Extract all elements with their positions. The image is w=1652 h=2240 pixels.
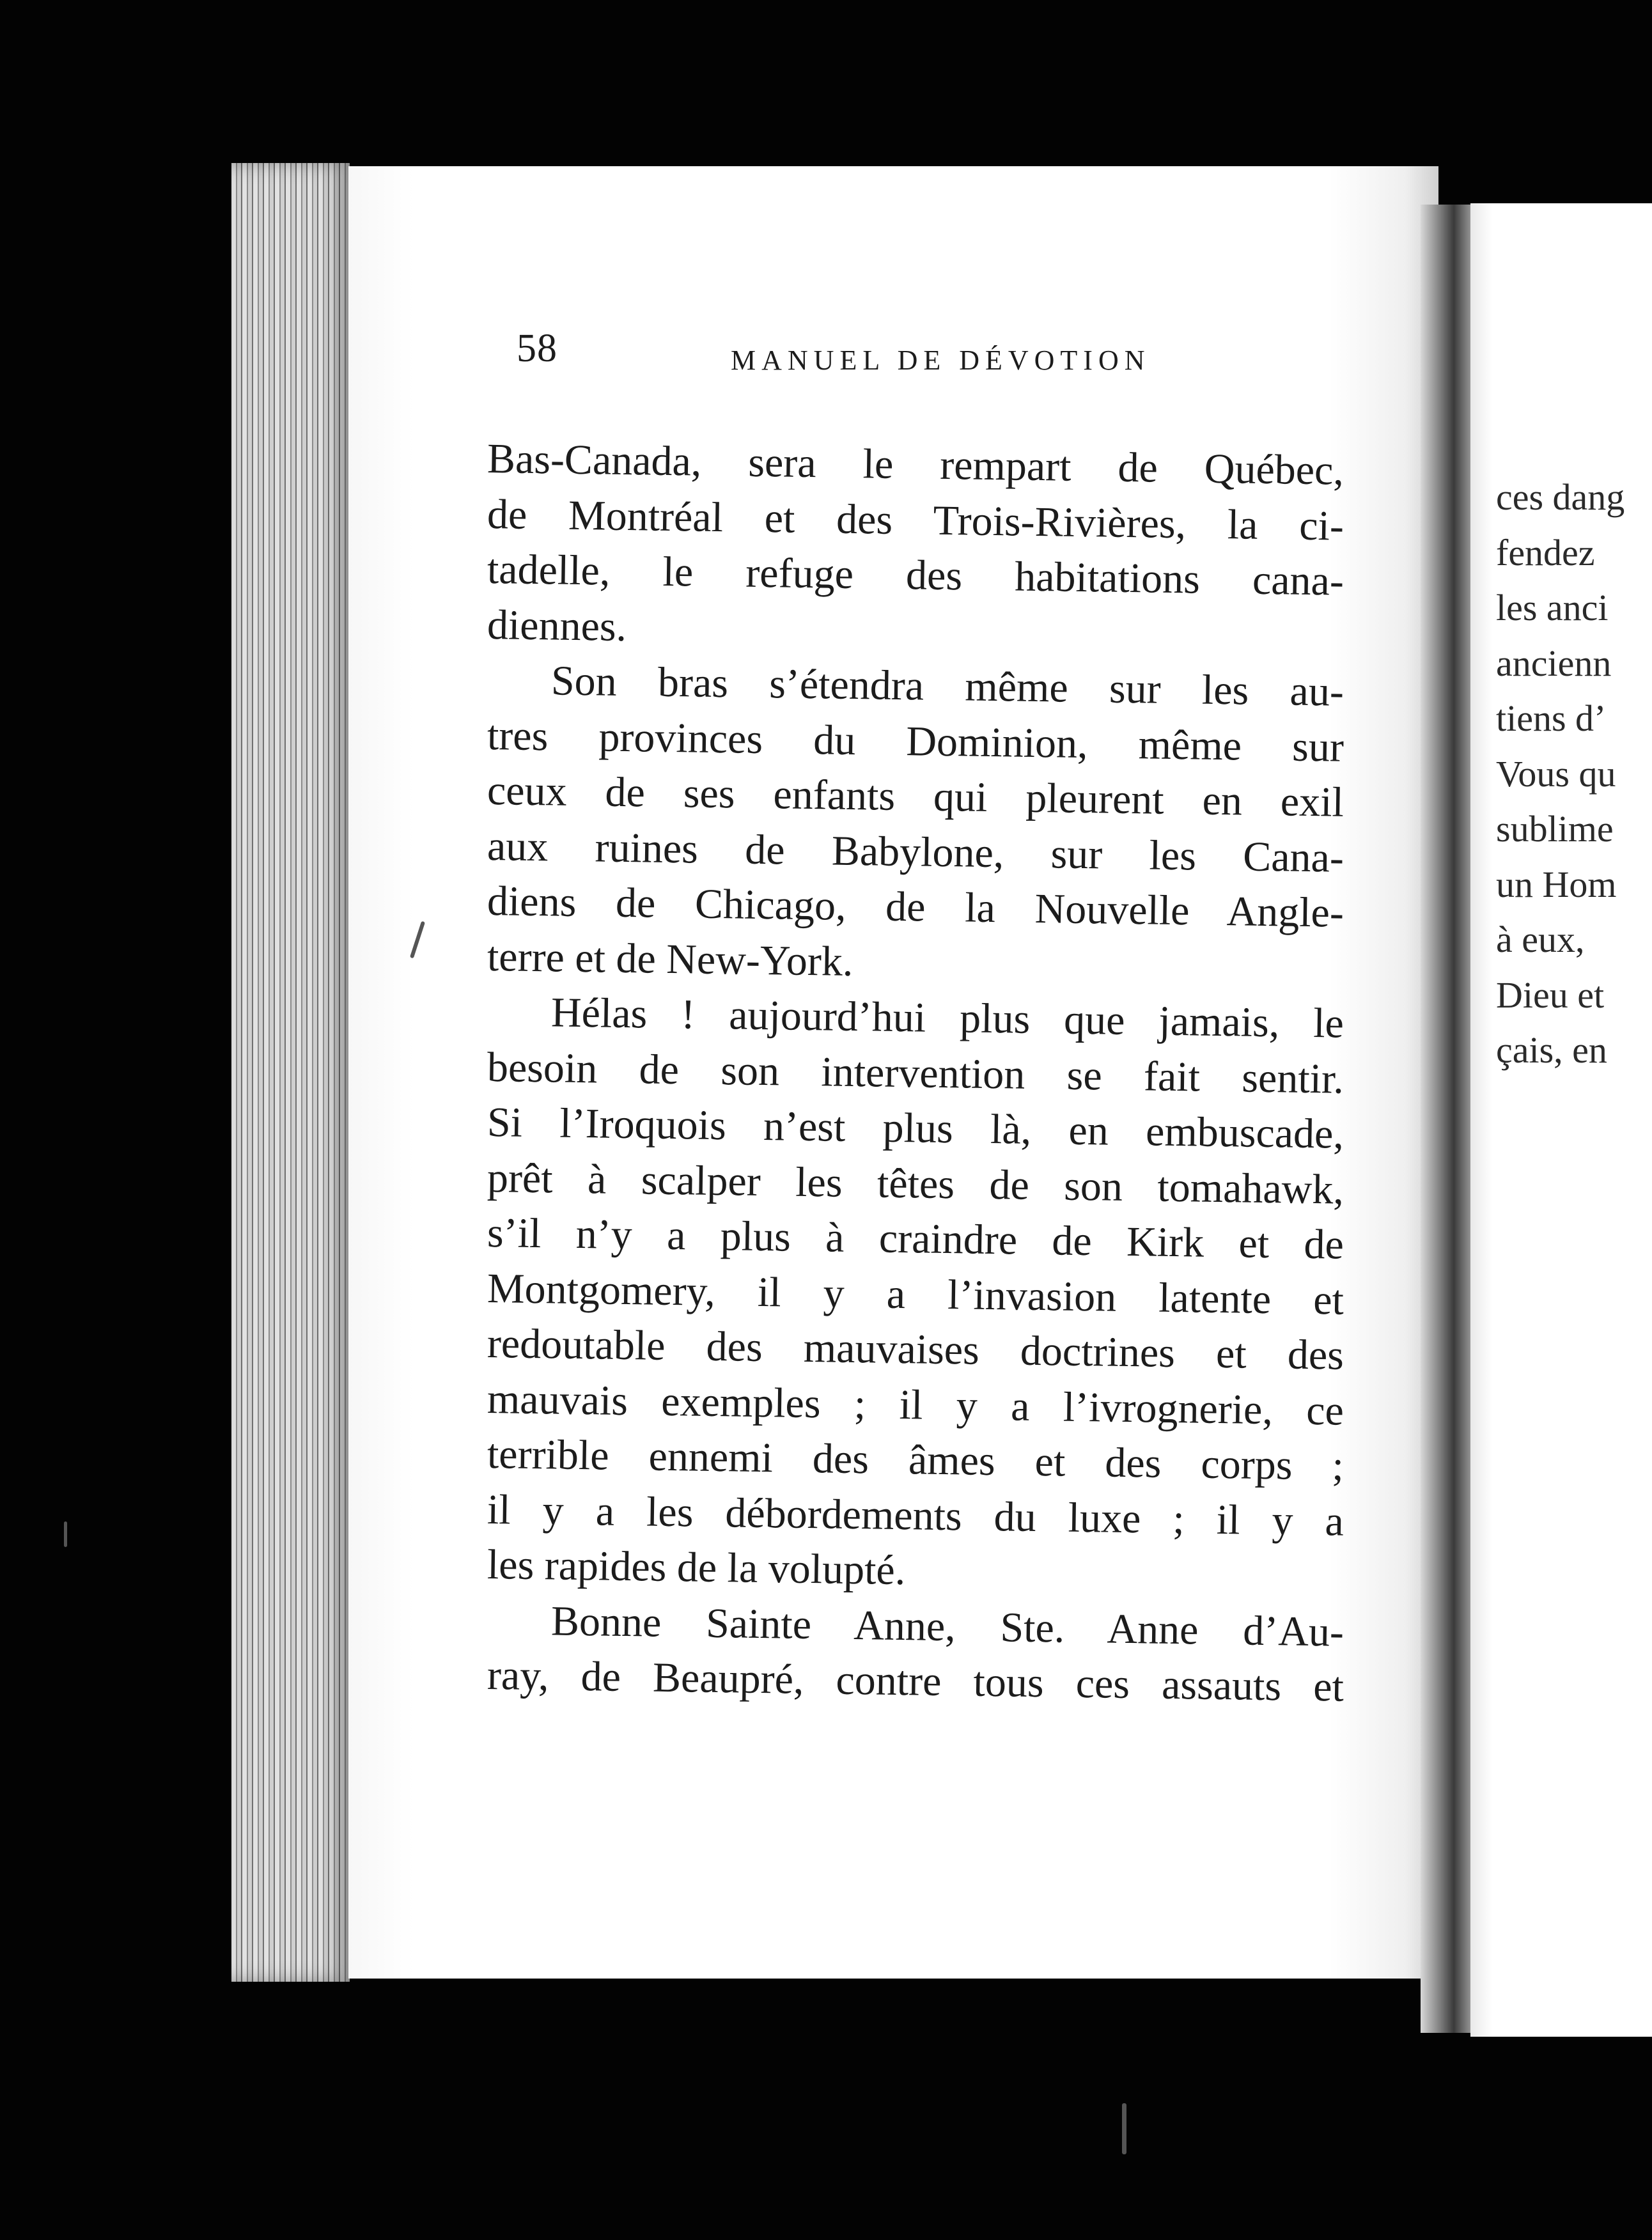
- text-line: terre et de New-York.: [487, 933, 853, 985]
- text-line: diens de Chicago, de la Nouvelle Angle-: [487, 878, 1344, 937]
- page-number: 58: [517, 327, 557, 370]
- next-page-line: fendez: [1496, 531, 1595, 573]
- text-line: s’il n’y a plus à craindre de Kirk et de: [487, 1209, 1344, 1268]
- next-page-line: sublime: [1496, 808, 1614, 850]
- text-line: besoin de son intervention se fait sentir.: [487, 1043, 1344, 1103]
- text-line: de Montréal et des Trois-Rivières, la ci-: [487, 490, 1344, 550]
- text-line: Si l’Iroquois n’est plus là, en embuscade,: [487, 1099, 1344, 1158]
- text-line: Bas-Canada, sera le rempart de Québec,: [487, 435, 1344, 494]
- next-page-line: tiens d’: [1496, 697, 1607, 739]
- dust-speck: [1122, 2103, 1126, 2154]
- text-line: terrible ennemi des âmes et des corps ;: [487, 1431, 1344, 1489]
- next-page-line: à eux,: [1496, 919, 1585, 960]
- page-header: [517, 326, 1360, 384]
- text-line: tadelle, le refuge des habitations cana-: [487, 546, 1344, 605]
- text-line: Son bras s’étendra même sur les au-: [550, 657, 1344, 715]
- next-page-line: ces dang: [1496, 476, 1625, 518]
- body-text: [487, 432, 1344, 1711]
- next-page-line: un Hom: [1496, 863, 1617, 905]
- next-page-line: Vous qu: [1496, 752, 1616, 795]
- running-title: MANUEL DE DÉVOTION: [731, 345, 1151, 376]
- text-line: ray, de Beaupré, contre tous ces assauts et: [487, 1652, 1344, 1711]
- text-line: prêt à scalper les têtes de son tomahawk,: [487, 1154, 1344, 1213]
- text-line: tres provinces du Dominion, même sur: [487, 712, 1344, 771]
- text-line: les rapides de la volupté.: [487, 1541, 906, 1594]
- next-page-text: [1496, 470, 1652, 1078]
- text-line: il y a les débordements du luxe ; il y a: [487, 1486, 1344, 1545]
- next-page-line: çais, en: [1496, 1029, 1607, 1071]
- text-line: aux ruines de Babylone, sur les Cana-: [487, 822, 1344, 882]
- text-line: mauvais exemples ; il y a l’ivrognerie, ce: [487, 1375, 1344, 1435]
- next-page-line: les anci: [1496, 587, 1609, 628]
- page-edges: [231, 163, 350, 1982]
- text-line: redoutable des mauvaises doctrines et des: [487, 1320, 1344, 1379]
- text-line: ceux de ses enfants qui pleurent en exil: [487, 767, 1344, 826]
- text-line: Montgomery, il y a l’invasion latente et: [487, 1264, 1344, 1324]
- text-line: Hélas ! aujourd’hui plus que jamais, le: [550, 989, 1344, 1047]
- book-gutter: [1421, 205, 1472, 2033]
- next-page-line: ancienn: [1496, 642, 1612, 684]
- text-line: Bonne Sainte Anne, Ste. Anne d’Au-: [550, 1597, 1344, 1656]
- text-line: diennes.: [487, 601, 627, 650]
- next-page-line: Dieu et: [1496, 974, 1605, 1016]
- dust-speck: [64, 1521, 67, 1547]
